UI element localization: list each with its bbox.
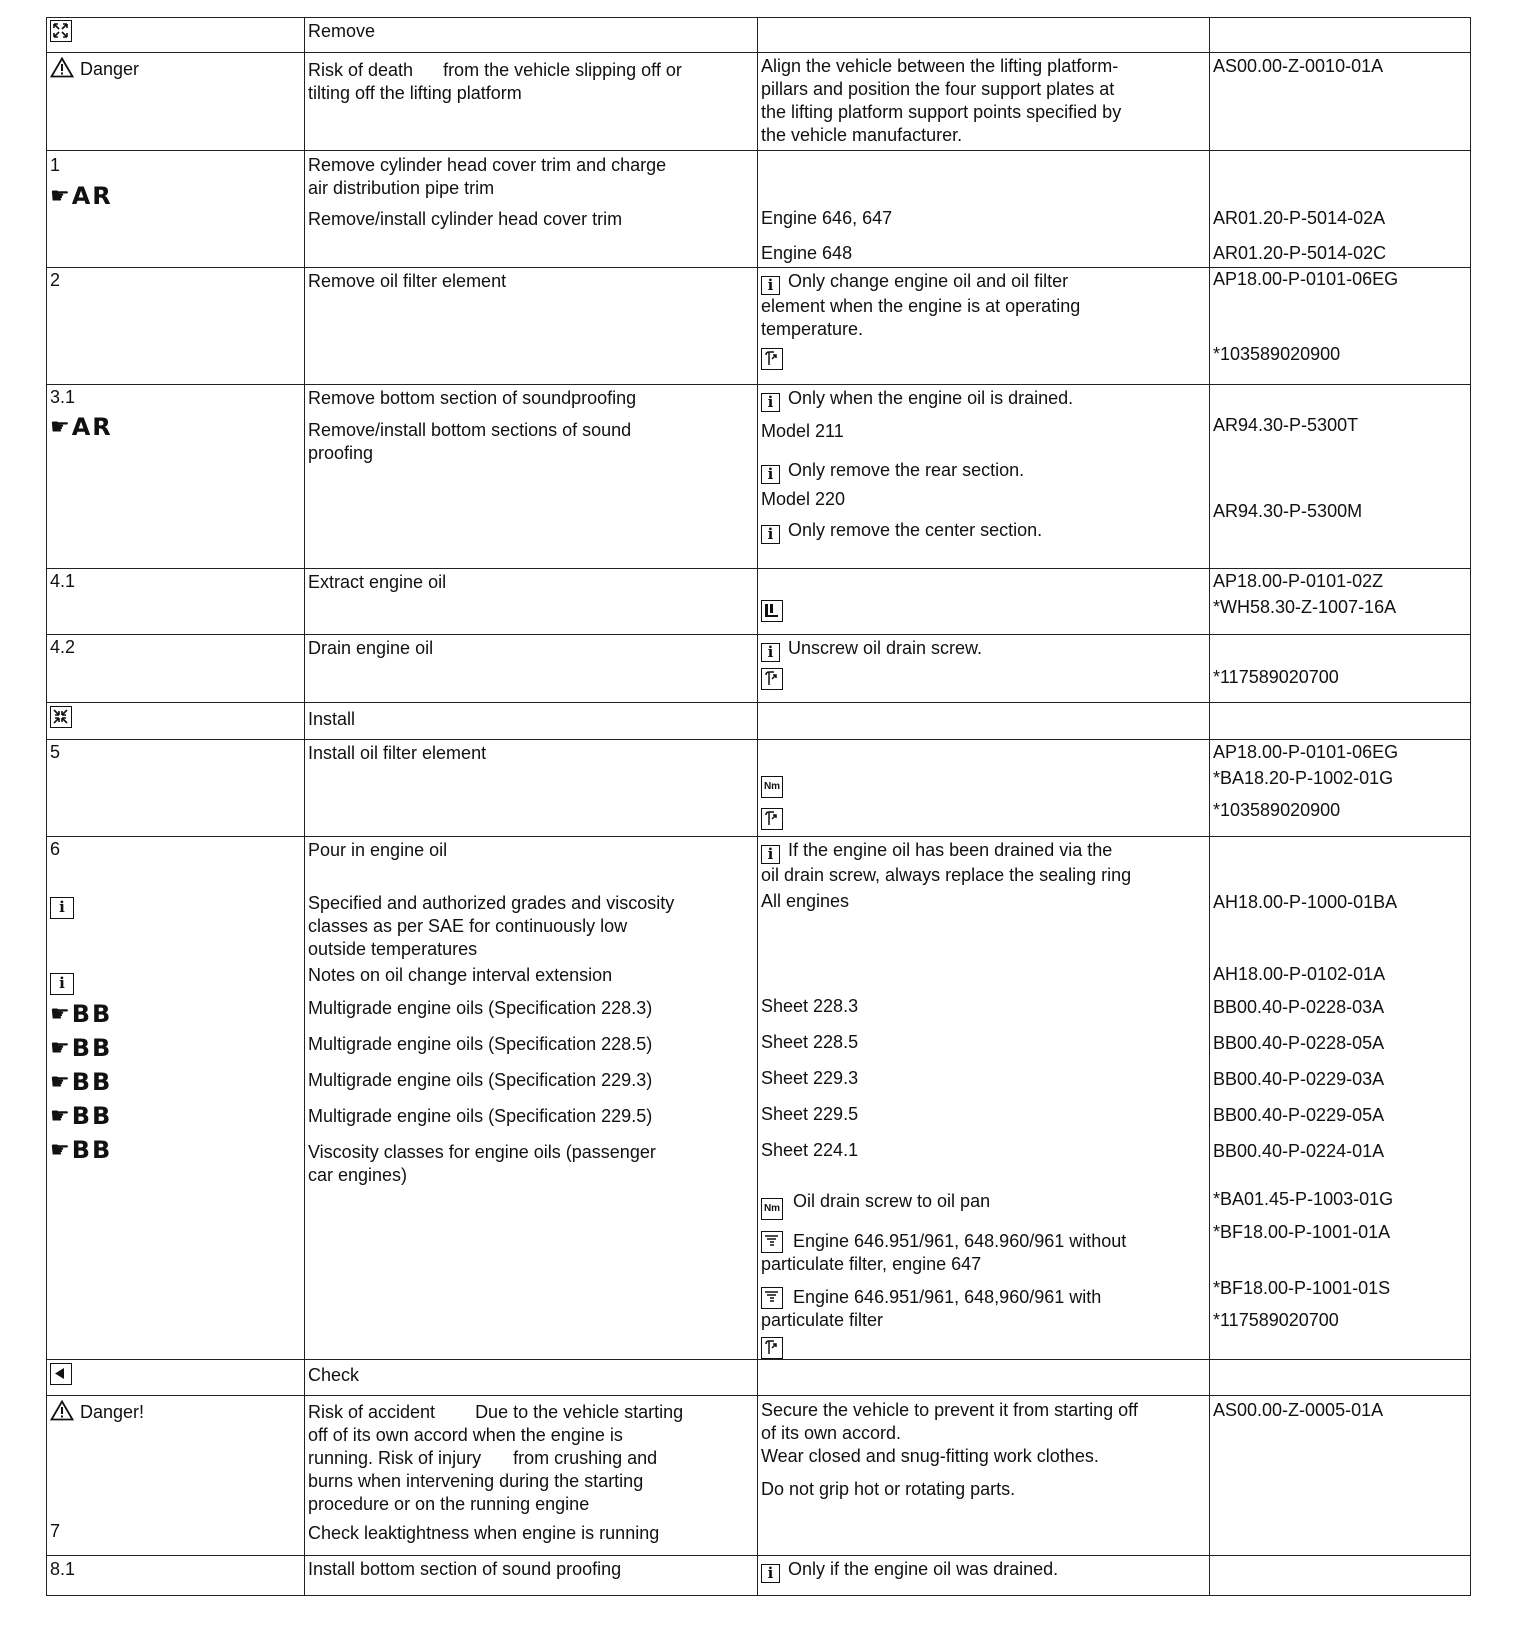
reference-code: AR01.20-P-5014-02A <box>1213 208 1386 228</box>
reference-code: AS00.00-Z-0005-01A <box>1213 1400 1384 1420</box>
reference-tag: BB <box>71 1102 113 1130</box>
info-icon: i <box>761 393 780 412</box>
danger-row-2 <box>47 1396 1471 1556</box>
info-icon: i <box>761 1564 780 1583</box>
note-text: Only remove the rear section. <box>788 460 1025 480</box>
note-text: Only when the engine oil is drained. <box>788 388 1074 408</box>
note-title: outside temperatures <box>308 939 478 959</box>
warning-triangle-icon <box>50 1400 74 1421</box>
step-row-4-1 <box>47 569 1471 635</box>
note-text: Only change engine oil and oil filter <box>788 271 1069 291</box>
step-number: 7 <box>50 1521 61 1541</box>
step-row-4-2 <box>47 635 1471 703</box>
note-text: temperature. <box>761 319 864 339</box>
info-icon: i <box>50 897 74 919</box>
danger-text: off of its own accord when the engine is <box>308 1425 623 1445</box>
step-number: 8.1 <box>50 1559 76 1579</box>
note-title: classes as per SAE for continuously low <box>308 916 628 936</box>
step-number: 6 <box>50 839 61 859</box>
step-text: Remove cylinder head cover trim and charge <box>308 155 667 175</box>
step-row-2 <box>47 268 1471 385</box>
sheet-text: Sheet 229.3 <box>761 1068 859 1088</box>
sheet-text: Sheet 229.5 <box>761 1104 859 1124</box>
danger-text: running. Risk of injury <box>308 1448 482 1468</box>
reference-code: AP18.00-P-0101-06EG <box>1213 742 1399 762</box>
reference-tag: BB <box>71 1034 113 1062</box>
capacity-text: Engine 646.951/961, 648.960/961 without <box>793 1231 1127 1251</box>
danger-text: from crushing and <box>513 1448 658 1468</box>
reference-code: *BF18.00-P-1001-01A <box>1213 1222 1391 1242</box>
torque-icon: Nm <box>761 1198 783 1220</box>
capacity-text: Engine 646.951/961, 648,960/961 with <box>793 1287 1102 1307</box>
condition-text: Model 220 <box>761 489 846 509</box>
sheet-text: Sheet 228.5 <box>761 1032 859 1052</box>
pointing-hand-icon: ☛ <box>50 1138 70 1163</box>
procedure-table <box>46 17 1471 1596</box>
reference-code: AR01.20-P-5014-02C <box>1213 243 1387 263</box>
pointing-hand-icon: ☛ <box>50 1104 70 1129</box>
reference-code: *117589020700 <box>1213 667 1339 687</box>
step-subtext: Remove/install cylinder head cover trim <box>308 209 623 229</box>
pointing-hand-icon: ☛ <box>50 184 70 209</box>
info-icon: i <box>761 643 780 662</box>
remove-icon <box>50 20 72 42</box>
note-text: Only if the engine oil was drained. <box>788 1559 1059 1579</box>
instruction-text: Align the vehicle between the lifting platform- <box>761 56 1119 76</box>
install-icon <box>50 706 72 728</box>
pointing-hand-icon: ☛ <box>50 1070 70 1095</box>
spec-text: Viscosity classes for engine oils (passenger <box>308 1142 656 1162</box>
pointing-hand-icon: ☛ <box>50 415 70 440</box>
reference-tag: BB <box>71 1068 113 1096</box>
reference-code: *BA01.45-P-1003-01G <box>1213 1189 1394 1209</box>
danger-text: Risk of accident <box>308 1402 436 1422</box>
tool-icon <box>761 1337 783 1359</box>
info-icon: i <box>761 845 780 864</box>
pointing-hand-icon: ☛ <box>50 1002 70 1027</box>
reference-code: BB00.40-P-0229-05A <box>1213 1105 1385 1125</box>
sheet-text: Sheet 228.3 <box>761 996 859 1016</box>
reference-tag: BB <box>71 1136 113 1164</box>
step-row-6 <box>47 837 1471 1360</box>
note-text: If the engine oil has been drained via the <box>788 840 1113 860</box>
danger-label: Danger <box>80 59 140 79</box>
step-text: Install bottom section of sound proofing <box>308 1559 622 1579</box>
reference-code: AH18.00-P-0102-01A <box>1213 964 1386 984</box>
reference-code: BB00.40-P-0229-03A <box>1213 1069 1385 1089</box>
spec-text: Multigrade engine oils (Specification 229.3) <box>308 1070 653 1090</box>
spec-text: Multigrade engine oils (Specification 229.5) <box>308 1106 653 1126</box>
capacity-text: particulate filter <box>761 1310 884 1330</box>
info-icon: i <box>50 973 74 995</box>
tool-icon <box>761 668 783 690</box>
capacity-text: particulate filter, engine 647 <box>761 1254 982 1274</box>
section-title: Remove <box>308 21 376 41</box>
instruction-text: Wear closed and snug-fitting work clothes. <box>761 1446 1099 1466</box>
note-title: Specified and authorized grades and viscosity <box>308 893 675 913</box>
reference-code: *117589020700 <box>1213 1310 1339 1330</box>
equipment-icon <box>761 600 783 622</box>
note-text: oil drain screw, always replace the sealing ring <box>761 865 1132 885</box>
step-subtext: Remove/install bottom sections of sound <box>308 420 632 440</box>
step-subtext: proofing <box>308 443 374 463</box>
step-text: Pour in engine oil <box>308 840 448 860</box>
reference-code: AR94.30-P-5300M <box>1213 501 1363 521</box>
instruction-text: the vehicle manufacturer. <box>761 125 963 145</box>
check-icon <box>50 1363 72 1385</box>
pointing-hand-icon: ☛ <box>50 1036 70 1061</box>
spec-text: Multigrade engine oils (Specification 228.3) <box>308 998 653 1018</box>
step-number: 4.2 <box>50 637 76 657</box>
danger-text: from the vehicle slipping off or <box>443 60 682 80</box>
capacity-icon <box>761 1231 783 1253</box>
torque-icon: Nm <box>761 776 783 798</box>
reference-code: BB00.40-P-0224-01A <box>1213 1141 1385 1161</box>
section-row-check <box>47 1360 1471 1396</box>
instruction-text: pillars and position the four support plates at <box>761 79 1115 99</box>
step-number: 3.1 <box>50 387 76 407</box>
danger-row <box>47 53 1471 151</box>
note-text: Unscrew oil drain screw. <box>788 638 983 658</box>
tool-icon <box>761 808 783 830</box>
info-icon: i <box>761 525 780 544</box>
danger-text: Risk of death <box>308 60 414 80</box>
reference-tag: AR <box>71 413 113 441</box>
step-number: 4.1 <box>50 571 76 591</box>
instruction-text: Do not grip hot or rotating parts. <box>761 1479 1016 1499</box>
instruction-text: Secure the vehicle to prevent it from starting off <box>761 1400 1138 1420</box>
reference-code: AP18.00-P-0101-06EG <box>1213 269 1399 289</box>
section-title: Check <box>308 1365 360 1385</box>
instruction-text: of its own accord. <box>761 1423 902 1443</box>
step-number: 5 <box>50 742 61 762</box>
note-text: Only remove the center section. <box>788 520 1043 540</box>
reference-code: *BA18.20-P-1002-01G <box>1213 768 1394 788</box>
reference-code: AP18.00-P-0101-02Z <box>1213 571 1384 591</box>
warning-triangle-icon <box>50 57 74 78</box>
info-icon: i <box>761 465 780 484</box>
condition-text: Engine 648 <box>761 243 853 263</box>
torque-text: Oil drain screw to oil pan <box>793 1191 991 1211</box>
reference-code: AS00.00-Z-0010-01A <box>1213 56 1384 76</box>
step-text: Install oil filter element <box>308 743 487 763</box>
reference-code: *BF18.00-P-1001-01S <box>1213 1278 1391 1298</box>
step-row-1 <box>47 151 1471 268</box>
condition-text: All engines <box>761 891 850 911</box>
step-number: 1 <box>50 155 61 175</box>
danger-text: Due to the vehicle starting <box>475 1402 684 1422</box>
step-text: Drain engine oil <box>308 638 434 658</box>
danger-label: Danger! <box>80 1402 145 1422</box>
instruction-text: the lifting platform support points specified by <box>761 102 1122 122</box>
danger-text: burns when intervening during the starting <box>308 1471 644 1491</box>
section-row-install <box>47 703 1471 740</box>
step-row-5 <box>47 740 1471 837</box>
reference-code: *103589020900 <box>1213 344 1341 364</box>
step-text: Remove bottom section of soundproofing <box>308 388 637 408</box>
capacity-icon <box>761 1287 783 1309</box>
spec-text: Multigrade engine oils (Specification 228.5) <box>308 1034 653 1054</box>
step-number: 2 <box>50 270 61 290</box>
section-row-remove <box>47 18 1471 53</box>
danger-text: procedure or on the running engine <box>308 1494 590 1514</box>
section-title: Install <box>308 709 356 729</box>
step-row-3-1 <box>47 385 1471 569</box>
info-icon: i <box>761 276 780 295</box>
step-text: Check leaktightness when engine is running <box>308 1523 660 1543</box>
reference-code: AR94.30-P-5300T <box>1213 415 1359 435</box>
reference-code: BB00.40-P-0228-05A <box>1213 1033 1385 1053</box>
spec-text: car engines) <box>308 1165 408 1185</box>
reference-code: *WH58.30-Z-1007-16A <box>1213 597 1397 617</box>
reference-tag: AR <box>71 182 113 210</box>
note-text: element when the engine is at operating <box>761 296 1081 316</box>
danger-text: tilting off the lifting platform <box>308 83 522 103</box>
step-text: Remove oil filter element <box>308 271 507 291</box>
step-row-8-1 <box>47 1556 1471 1596</box>
reference-code: AH18.00-P-1000-01BA <box>1213 892 1398 912</box>
step-text: Extract engine oil <box>308 572 447 592</box>
tool-icon <box>761 348 783 370</box>
reference-code: *103589020900 <box>1213 800 1341 820</box>
sheet-text: Sheet 224.1 <box>761 1140 859 1160</box>
reference-tag: BB <box>71 1000 113 1028</box>
step-text: air distribution pipe trim <box>308 178 495 198</box>
note-title: Notes on oil change interval extension <box>308 965 613 985</box>
condition-text: Engine 646, 647 <box>761 208 893 228</box>
condition-text: Model 211 <box>761 421 844 441</box>
reference-code: BB00.40-P-0228-03A <box>1213 997 1385 1017</box>
